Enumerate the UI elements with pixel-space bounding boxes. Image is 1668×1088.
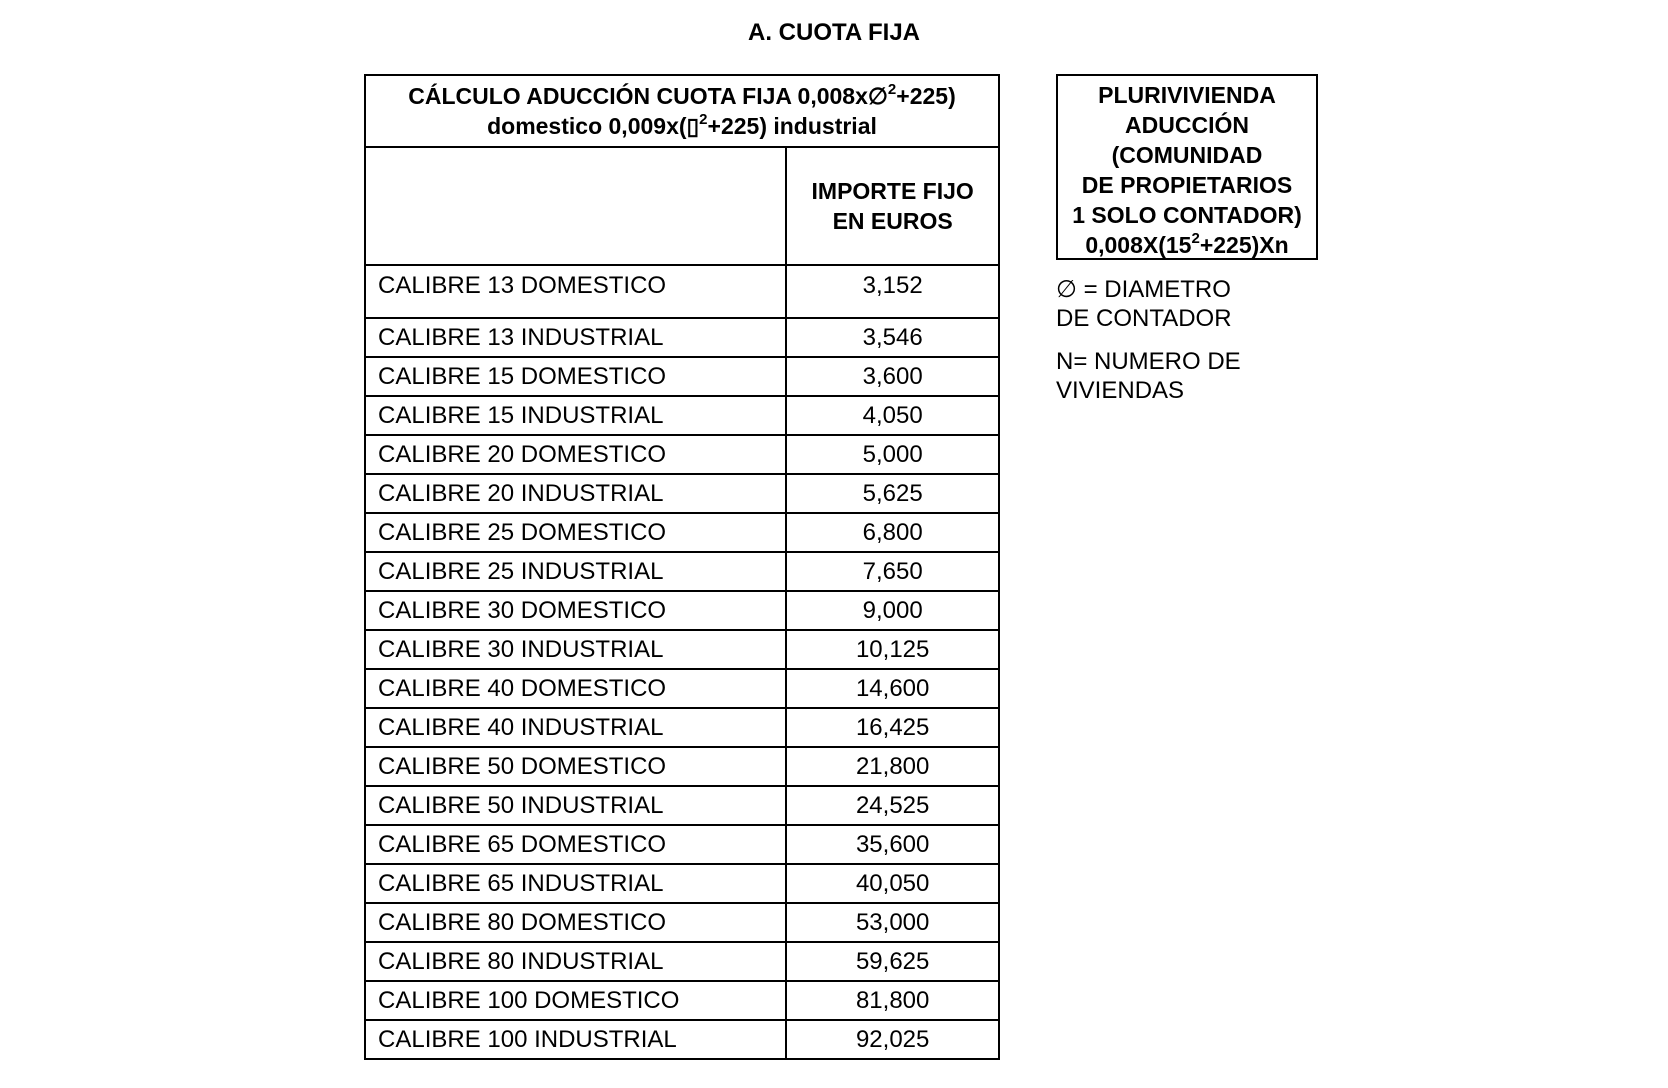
- formula-text-part3: domestico 0,009x(▯: [487, 113, 700, 139]
- table-row: [365, 357, 999, 396]
- formula-superscript-1: 2: [887, 81, 897, 98]
- fixed-amount: 3,152: [786, 265, 999, 318]
- table-row: [365, 630, 999, 669]
- table-row: [365, 708, 999, 747]
- table-row: [365, 435, 999, 474]
- side-box-line2: ADUCCIÓN: [1125, 112, 1249, 138]
- table-row: [365, 552, 999, 591]
- fixed-amount: 92,025: [786, 1020, 999, 1059]
- side-box-formula-part2: +225)Xn: [1199, 232, 1289, 258]
- diameter-legend: [1056, 275, 1232, 333]
- fixed-amount: 16,425: [786, 708, 999, 747]
- calibre-label: CALIBRE 30 DOMESTICO: [365, 591, 786, 630]
- side-box-formula-part1: 0,008X(15: [1085, 232, 1192, 258]
- calibre-label: CALIBRE 30 INDUSTRIAL: [365, 630, 786, 669]
- formula-superscript-2: 2: [699, 111, 708, 128]
- calibre-label: CALIBRE 25 INDUSTRIAL: [365, 552, 786, 591]
- diameter-legend-line1: ∅ = DIAMETRO: [1056, 276, 1231, 303]
- table-row: [365, 786, 999, 825]
- table-header-row: [365, 75, 999, 147]
- fixed-amount: 10,125: [786, 630, 999, 669]
- calibre-label: CALIBRE 80 INDUSTRIAL: [365, 942, 786, 981]
- fixed-amount: 5,625: [786, 474, 999, 513]
- amount-column-header: [786, 147, 999, 265]
- table-row: [365, 396, 999, 435]
- table-row: [365, 981, 999, 1020]
- formula-header: [365, 75, 999, 147]
- amount-header-line2: EN EUROS: [832, 208, 953, 234]
- side-box-superscript: 2: [1191, 230, 1200, 247]
- table-row: [365, 318, 999, 357]
- side-box-line3: (COMUNIDAD: [1111, 142, 1263, 168]
- formula-text-part1: CÁLCULO ADUCCIÓN CUOTA FIJA 0,008x∅: [408, 83, 888, 109]
- table-row: [365, 474, 999, 513]
- calibre-label: CALIBRE 20 INDUSTRIAL: [365, 474, 786, 513]
- dwellings-legend: [1056, 347, 1241, 405]
- table-row: [365, 669, 999, 708]
- fixed-amount: 40,050: [786, 864, 999, 903]
- calibre-label: CALIBRE 80 DOMESTICO: [365, 903, 786, 942]
- side-box-line4: DE PROPIETARIOS: [1081, 172, 1293, 198]
- fixed-amount: 4,050: [786, 396, 999, 435]
- formula-text-part4: +225) industrial: [707, 113, 877, 139]
- table-row: [365, 825, 999, 864]
- calibre-label: CALIBRE 40 INDUSTRIAL: [365, 708, 786, 747]
- amount-header-line1: IMPORTE FIJO: [811, 178, 974, 204]
- formula-text-part2: +225): [896, 83, 956, 109]
- fixed-amount: 3,546: [786, 318, 999, 357]
- table-row: [365, 513, 999, 552]
- table-row: [365, 747, 999, 786]
- table-row: [365, 864, 999, 903]
- fixed-amount: 81,800: [786, 981, 999, 1020]
- calibre-label: CALIBRE 65 INDUSTRIAL: [365, 864, 786, 903]
- fixed-amount: 21,800: [786, 747, 999, 786]
- calibre-label: CALIBRE 50 DOMESTICO: [365, 747, 786, 786]
- plurivivienda-box: [1056, 74, 1318, 260]
- calibre-label: CALIBRE 15 INDUSTRIAL: [365, 396, 786, 435]
- page-title: A. CUOTA FIJA: [748, 19, 920, 46]
- fee-table: [364, 74, 1000, 1060]
- fixed-amount: 35,600: [786, 825, 999, 864]
- fixed-amount: 59,625: [786, 942, 999, 981]
- calibre-label: CALIBRE 13 INDUSTRIAL: [365, 318, 786, 357]
- diameter-legend-line2: DE CONTADOR: [1056, 305, 1232, 332]
- table-row: [365, 942, 999, 981]
- calibre-label: CALIBRE 100 DOMESTICO: [365, 981, 786, 1020]
- dwellings-legend-line1: N= NUMERO DE: [1056, 348, 1241, 375]
- side-box-line1: PLURIVIVIENDA: [1098, 82, 1276, 108]
- side-box-line6: [1058, 230, 1316, 260]
- dwellings-legend-line2: VIVIENDAS: [1056, 377, 1185, 404]
- fixed-amount: 6,800: [786, 513, 999, 552]
- fixed-amount: 53,000: [786, 903, 999, 942]
- fixed-amount: 24,525: [786, 786, 999, 825]
- calibre-label: CALIBRE 100 INDUSTRIAL: [365, 1020, 786, 1059]
- table-row: [365, 1020, 999, 1059]
- table-row: [365, 265, 999, 318]
- fixed-amount: 9,000: [786, 591, 999, 630]
- column-header-row: [365, 147, 999, 265]
- fixed-amount: 5,000: [786, 435, 999, 474]
- table-row: [365, 591, 999, 630]
- calibre-label: CALIBRE 50 INDUSTRIAL: [365, 786, 786, 825]
- calibre-label: CALIBRE 40 DOMESTICO: [365, 669, 786, 708]
- label-column-header: [365, 147, 786, 265]
- calibre-label: CALIBRE 20 DOMESTICO: [365, 435, 786, 474]
- table-row: [365, 903, 999, 942]
- fixed-amount: 3,600: [786, 357, 999, 396]
- fixed-amount: 14,600: [786, 669, 999, 708]
- calibre-label: CALIBRE 13 DOMESTICO: [365, 265, 786, 318]
- calibre-label: CALIBRE 15 DOMESTICO: [365, 357, 786, 396]
- calibre-label: CALIBRE 65 DOMESTICO: [365, 825, 786, 864]
- fixed-amount: 7,650: [786, 552, 999, 591]
- side-box-line5: 1 SOLO CONTADOR): [1072, 202, 1302, 228]
- calibre-label: CALIBRE 25 DOMESTICO: [365, 513, 786, 552]
